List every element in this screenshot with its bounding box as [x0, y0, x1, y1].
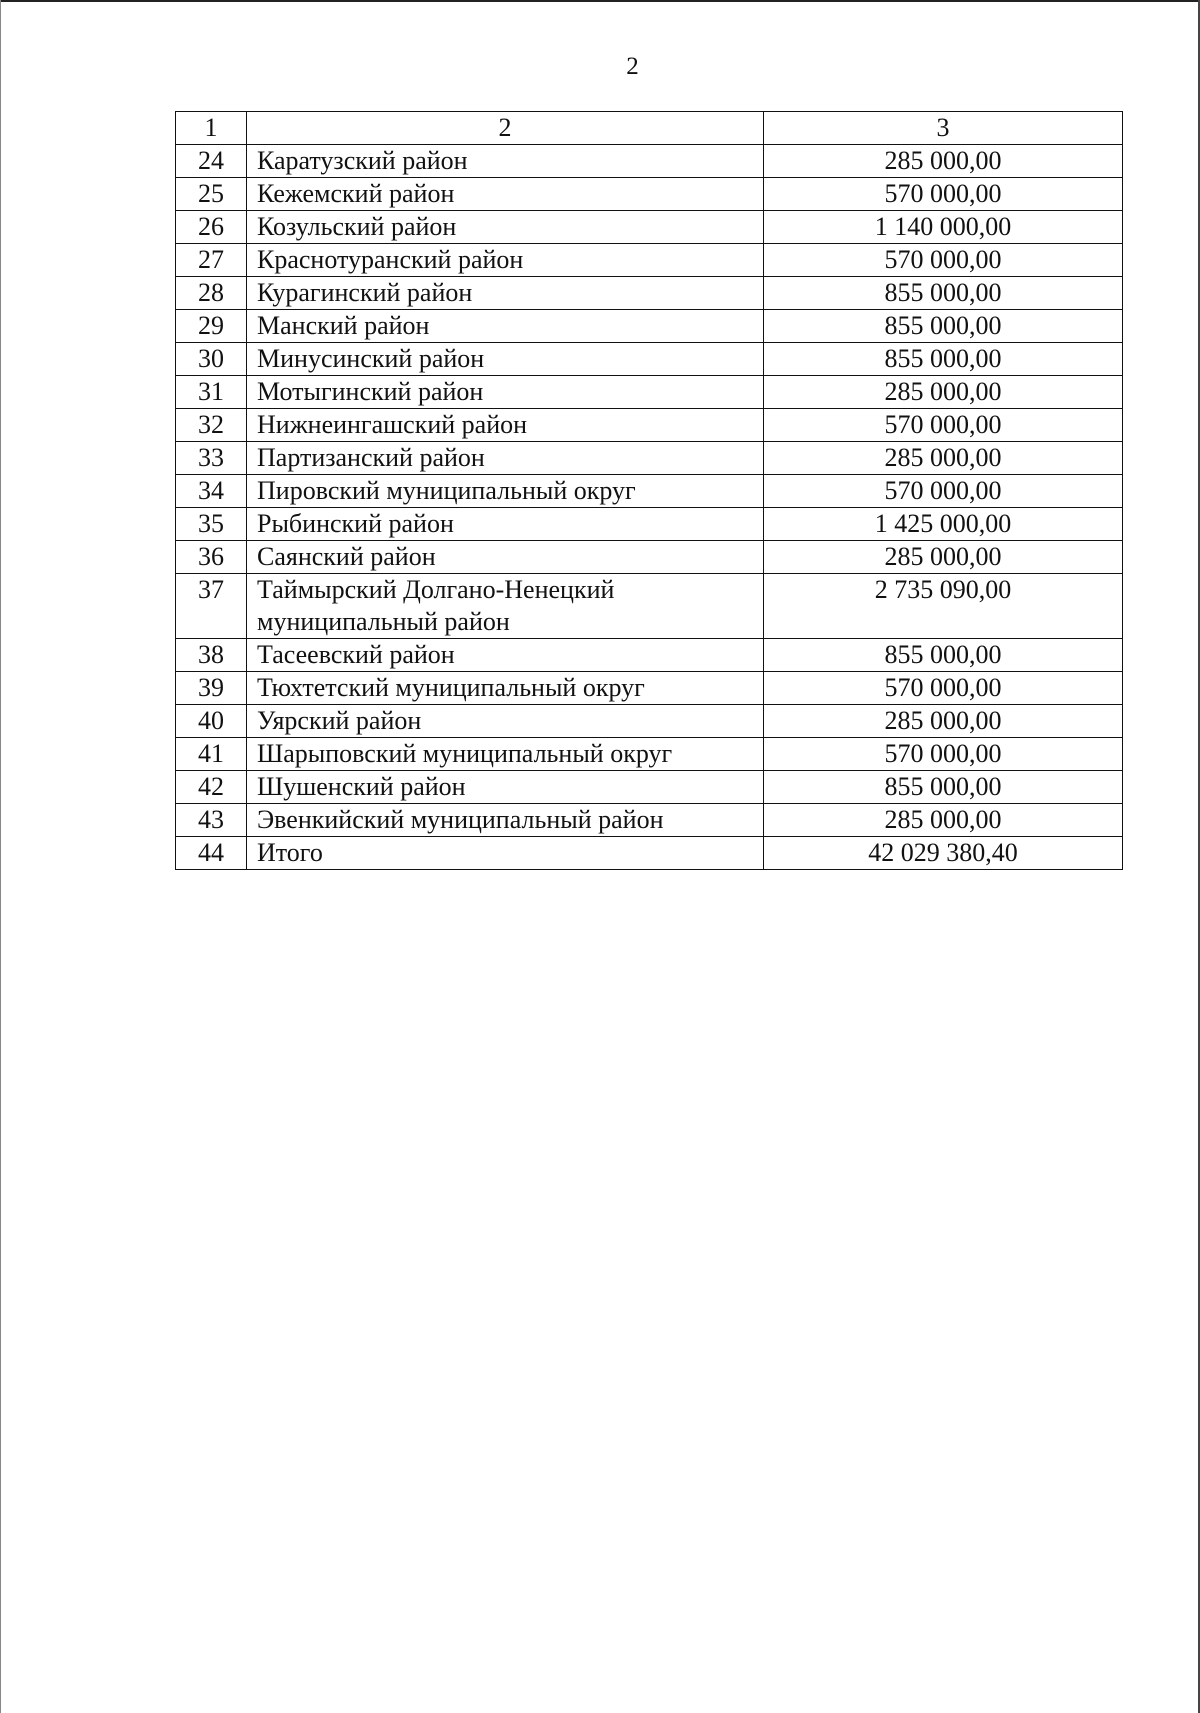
row-number-cell: 36: [176, 541, 247, 574]
row-number-cell: 34: [176, 475, 247, 508]
column-number-1: 1: [176, 112, 247, 145]
row-number-cell: 37: [176, 574, 247, 639]
table-row: [176, 277, 1123, 310]
table-row: [176, 541, 1123, 574]
municipality-name-cell: Каратузский район: [247, 145, 764, 178]
amount-cell: 855 000,00: [764, 310, 1123, 343]
row-number-cell: 29: [176, 310, 247, 343]
table-row: [176, 837, 1123, 870]
row-number-cell: 28: [176, 277, 247, 310]
row-number-cell: 30: [176, 343, 247, 376]
table-row: [176, 574, 1123, 639]
municipality-name-cell: Рыбинский район: [247, 508, 764, 541]
amount-cell: 2 735 090,00: [764, 574, 1123, 639]
table-row: [176, 343, 1123, 376]
municipality-name-cell: Таймырский Долгано-Ненецкий муниципальный район: [247, 574, 764, 639]
municipality-name-cell: Минусинский район: [247, 343, 764, 376]
municipality-name-cell: Итого: [247, 837, 764, 870]
amount-cell: 570 000,00: [764, 475, 1123, 508]
table-row: [176, 475, 1123, 508]
amount-cell: 285 000,00: [764, 376, 1123, 409]
table-row: [176, 244, 1123, 277]
table-row: [176, 804, 1123, 837]
row-number-cell: 24: [176, 145, 247, 178]
column-number-2: 2: [247, 112, 764, 145]
amount-cell: 570 000,00: [764, 738, 1123, 771]
amount-cell: 855 000,00: [764, 639, 1123, 672]
row-number-cell: 39: [176, 672, 247, 705]
allocation-table: [175, 111, 1123, 870]
table-row: [176, 376, 1123, 409]
municipality-name-cell: Эвенкийский муниципальный район: [247, 804, 764, 837]
table-row: [176, 310, 1123, 343]
amount-cell: 285 000,00: [764, 442, 1123, 475]
table-header-row: [176, 112, 1123, 145]
row-number-cell: 26: [176, 211, 247, 244]
table-row: [176, 145, 1123, 178]
municipality-name-cell: Уярский район: [247, 705, 764, 738]
municipality-name-cell: Тюхтетский муниципальный округ: [247, 672, 764, 705]
amount-cell: 855 000,00: [764, 771, 1123, 804]
row-number-cell: 31: [176, 376, 247, 409]
amount-cell: 855 000,00: [764, 277, 1123, 310]
table-row: [176, 178, 1123, 211]
amount-cell: 1 425 000,00: [764, 508, 1123, 541]
row-number-cell: 35: [176, 508, 247, 541]
row-number-cell: 25: [176, 178, 247, 211]
municipality-name-cell: Кежемский район: [247, 178, 764, 211]
row-number-cell: 44: [176, 837, 247, 870]
municipality-name-cell: Нижнеингашский район: [247, 409, 764, 442]
table-row: [176, 211, 1123, 244]
amount-cell: 1 140 000,00: [764, 211, 1123, 244]
table-row: [176, 672, 1123, 705]
table-row: [176, 442, 1123, 475]
row-number-cell: 40: [176, 705, 247, 738]
table-row: [176, 508, 1123, 541]
table-row: [176, 738, 1123, 771]
amount-cell: 570 000,00: [764, 409, 1123, 442]
amount-cell: 285 000,00: [764, 145, 1123, 178]
municipality-name-cell: Шарыповский муниципальный округ: [247, 738, 764, 771]
column-number-3: 3: [764, 112, 1123, 145]
amount-cell: 42 029 380,40: [764, 837, 1123, 870]
allocation-table-body: [176, 112, 1123, 870]
municipality-name-cell: Козульский район: [247, 211, 764, 244]
amount-cell: 570 000,00: [764, 244, 1123, 277]
municipality-name-cell: Курагинский район: [247, 277, 764, 310]
table-row: [176, 409, 1123, 442]
row-number-cell: 42: [176, 771, 247, 804]
amount-cell: 570 000,00: [764, 672, 1123, 705]
municipality-name-cell: Тасеевский район: [247, 639, 764, 672]
row-number-cell: 32: [176, 409, 247, 442]
municipality-name-cell: Мотыгинский район: [247, 376, 764, 409]
amount-cell: 855 000,00: [764, 343, 1123, 376]
amount-cell: 285 000,00: [764, 705, 1123, 738]
municipality-name-cell: Партизанский район: [247, 442, 764, 475]
scan-border-left: [0, 0, 1, 1713]
amount-cell: 285 000,00: [764, 541, 1123, 574]
row-number-cell: 33: [176, 442, 247, 475]
row-number-cell: 27: [176, 244, 247, 277]
table-row: [176, 639, 1123, 672]
amount-cell: 570 000,00: [764, 178, 1123, 211]
municipality-name-cell: Манский район: [247, 310, 764, 343]
row-number-cell: 43: [176, 804, 247, 837]
table-row: [176, 771, 1123, 804]
row-number-cell: 41: [176, 738, 247, 771]
page-number: 2: [626, 53, 639, 80]
row-number-cell: 38: [176, 639, 247, 672]
scan-border-top: [0, 0, 1200, 2]
municipality-name-cell: Пировский муниципальный округ: [247, 475, 764, 508]
table-row: [176, 705, 1123, 738]
municipality-name-cell: Саянский район: [247, 541, 764, 574]
amount-cell: 285 000,00: [764, 804, 1123, 837]
municipality-name-cell: Краснотуранский район: [247, 244, 764, 277]
municipality-name-cell: Шушенский район: [247, 771, 764, 804]
